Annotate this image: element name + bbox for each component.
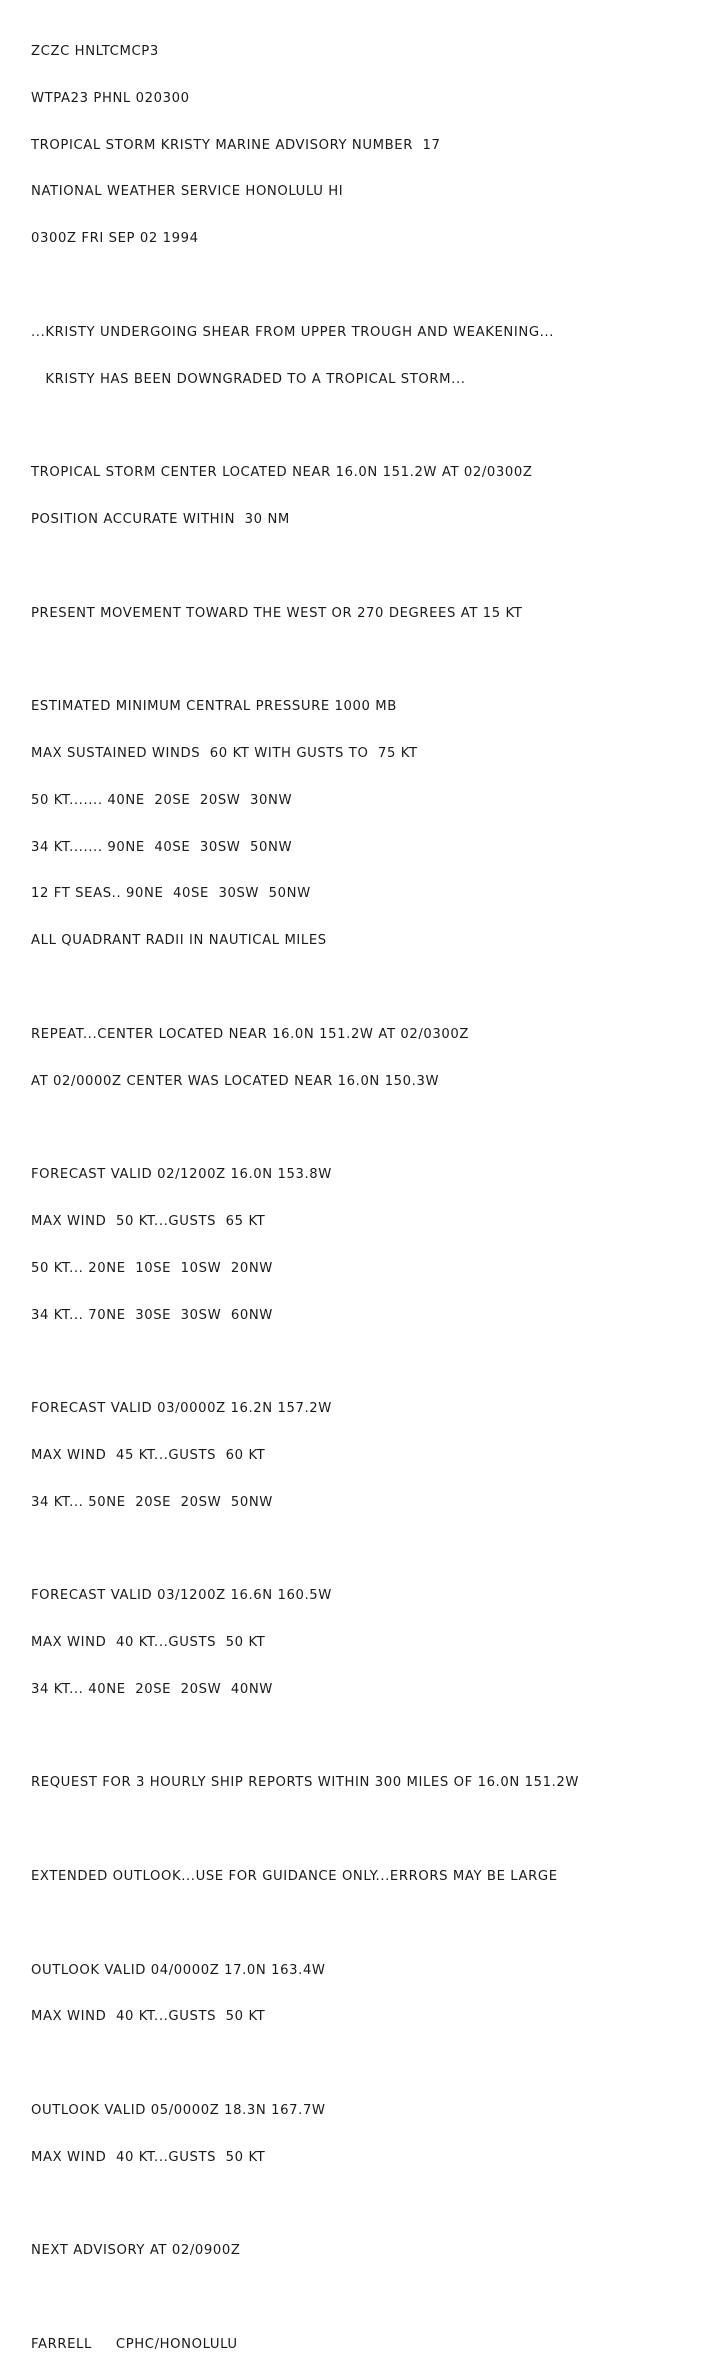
text-line: MAX SUSTAINED WINDS 60 KT WITH GUSTS TO 75 KT: [31, 745, 418, 761]
text-line: FARRELL CPHC/HONOLULU: [31, 2337, 238, 2353]
text-line: MAX WIND 45 KT...GUSTS 60 KT: [31, 1447, 266, 1463]
blank-line: [31, 1822, 721, 1839]
text-line: MAX WIND 40 KT...GUSTS 50 KT: [31, 1635, 266, 1651]
text-line: PRESENT MOVEMENT TOWARD THE WEST OR 270 DEGREES AT 15 KT: [31, 605, 523, 621]
text-line: MAX WIND 40 KT...GUSTS 50 KT: [31, 2149, 266, 2165]
blank-line: [31, 652, 721, 669]
blank-line: [31, 1916, 721, 1933]
text-line: 34 KT....... 90NE 40SE 30SW 50NW: [31, 839, 293, 855]
text-line: AT 02/0000Z CENTER WAS LOCATED NEAR 16.0N 150.3W: [31, 1073, 440, 1089]
blank-line: [31, 2290, 721, 2307]
text-line: 34 KT... 40NE 20SE 20SW 40NW: [31, 1681, 273, 1697]
text-line: ALL QUADRANT RADII IN NAUTICAL MILES: [31, 933, 327, 949]
blank-line: [31, 418, 721, 435]
text-line: EXTENDED OUTLOOK...USE FOR GUIDANCE ONLY...ERRORS MAY BE LARGE: [31, 1869, 558, 1885]
blank-line: [31, 2197, 721, 2214]
text-line: NATIONAL WEATHER SERVICE HONOLULU HI: [31, 184, 344, 200]
text-line: ESTIMATED MINIMUM CENTRAL PRESSURE 1000 MB: [31, 699, 397, 715]
text-line: FORECAST VALID 03/0000Z 16.2N 157.2W: [31, 1401, 332, 1417]
blank-line: [31, 278, 721, 295]
blank-line: [31, 559, 721, 576]
text-line: 50 KT... 20NE 10SE 10SW 20NW: [31, 1260, 273, 1276]
text-line: 12 FT SEAS.. 90NE 40SE 30SW 50NW: [31, 886, 311, 902]
blank-line: [31, 1542, 721, 1559]
blank-line: [31, 1729, 721, 1746]
advisory-text: [31, 14, 721, 2369]
text-line: ...KRISTY UNDERGOING SHEAR FROM UPPER TROUGH AND WEAKENING...: [31, 324, 555, 340]
text-line: OUTLOOK VALID 04/0000Z 17.0N 163.4W: [31, 1962, 326, 1978]
text-line: MAX WIND 40 KT...GUSTS 50 KT: [31, 2009, 266, 2025]
text-line: FORECAST VALID 02/1200Z 16.0N 153.8W: [31, 1167, 332, 1183]
text-line: NEXT ADVISORY AT 02/0900Z: [31, 2243, 241, 2259]
text-line: REQUEST FOR 3 HOURLY SHIP REPORTS WITHIN 300 MILES OF 16.0N 151.2W: [31, 1775, 579, 1791]
text-line: MAX WIND 50 KT...GUSTS 65 KT: [31, 1213, 266, 1229]
text-line: 34 KT... 50NE 20SE 20SW 50NW: [31, 1494, 273, 1510]
text-line: REPEAT...CENTER LOCATED NEAR 16.0N 151.2W AT 02/0300Z: [31, 1026, 470, 1042]
text-line: ZCZC HNLTCMCP3: [31, 44, 159, 59]
text-line: KRISTY HAS BEEN DOWNGRADED TO A TROPICAL STORM...: [31, 371, 466, 387]
text-line: 34 KT... 70NE 30SE 30SW 60NW: [31, 1307, 273, 1323]
text-line: 0300Z FRI SEP 02 1994: [31, 231, 199, 247]
text-line: FORECAST VALID 03/1200Z 16.6N 160.5W: [31, 1588, 332, 1604]
text-line: TROPICAL STORM KRISTY MARINE ADVISORY NUMBER 17: [31, 137, 441, 153]
text-line: POSITION ACCURATE WITHIN 30 NM: [31, 511, 290, 527]
text-line: 50 KT....... 40NE 20SE 20SW 30NW: [31, 792, 293, 808]
text-line: TROPICAL STORM CENTER LOCATED NEAR 16.0N 151.2W AT 02/0300Z: [31, 465, 533, 481]
blank-line: [31, 1120, 721, 1137]
text-line: OUTLOOK VALID 05/0000Z 18.3N 167.7W: [31, 2103, 326, 2119]
blank-line: [31, 1354, 721, 1371]
text-line: WTPA23 PHNL 020300: [31, 90, 190, 106]
blank-line: [31, 2056, 721, 2073]
blank-line: [31, 980, 721, 997]
